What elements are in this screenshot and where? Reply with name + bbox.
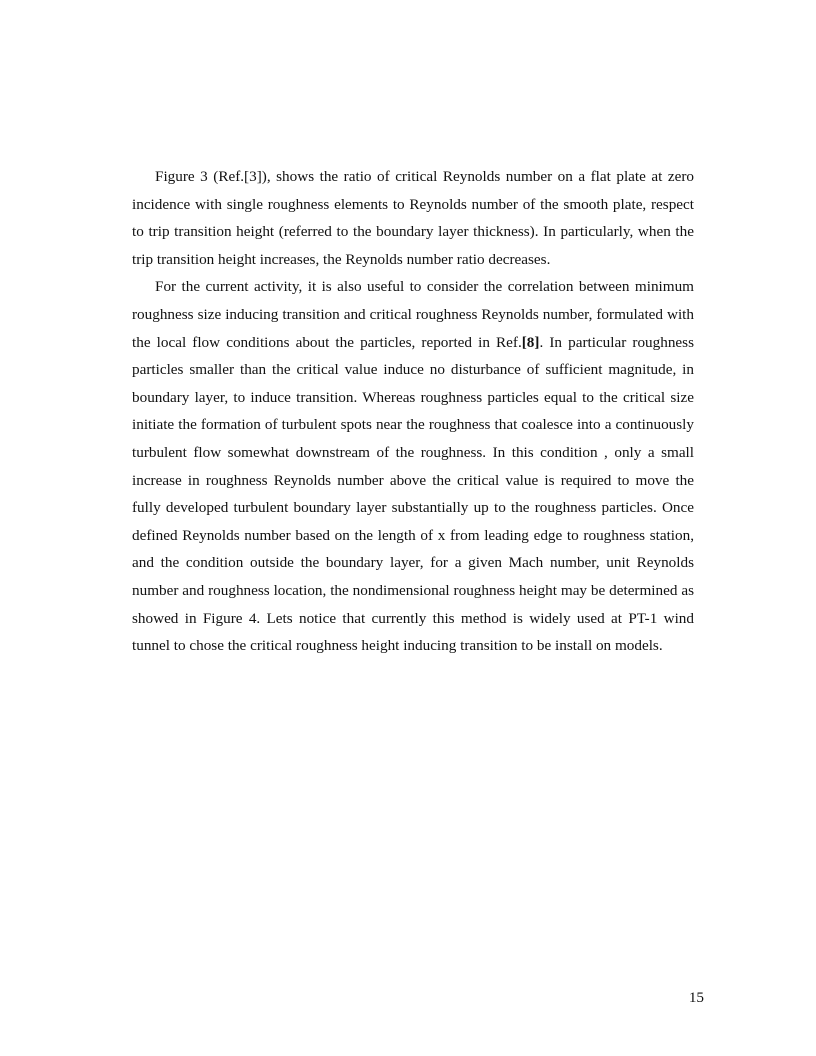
paragraph-figure-3: Figure 3 (Ref.[3]), shows the ratio of critical Reynolds number on a flat plate at zero incidence with single roughness elements to Reynolds number of the smooth plate, respect to trip transition height (referred to the boundary layer thickness). In particularly, when the trip transition height increases, the Reynolds number ratio decreases. (132, 168, 694, 268)
paragraph-roughness-correlation (132, 273, 694, 659)
body-text (132, 163, 694, 660)
reference-8: [8] (521, 333, 540, 351)
paragraph-2-text-before-ref: For the current activity, it is also useful to consider the correlation between minimum roughness size inducing transition and critical roughness Reynolds number, formulated with the local flow conditions about the particles, reported in Ref. (132, 278, 694, 351)
paragraph-2-text-after-ref: . In particular roughness particles smaller than the critical value induce no disturbance of sufficient magnitude, in boundary layer, to induce transition. Whereas roughness particles equal to the critical size initiate the formation of turbulent spots near the roughness that coalesce into a continuously turbulent flow somewhat downstream of the roughness. In this condition , only a small increase in roughness Reynolds number above the critical value is required to move the fully developed turbulent boundary layer substantially up to the roughness particles. Once defined Reynolds number based on the length of x from leading edge to roughness station, and the condition outside the boundary layer, for a given Mach number, unit Reynolds number and roughness location, the nondimensional roughness height may be determined as showed in Figure 4. Lets notice that currently this method is widely used at PT-1 wind tunnel to chose the critical roughness height inducing transition to be install on models. (132, 333, 694, 655)
page-number: 15 (688, 989, 704, 1006)
